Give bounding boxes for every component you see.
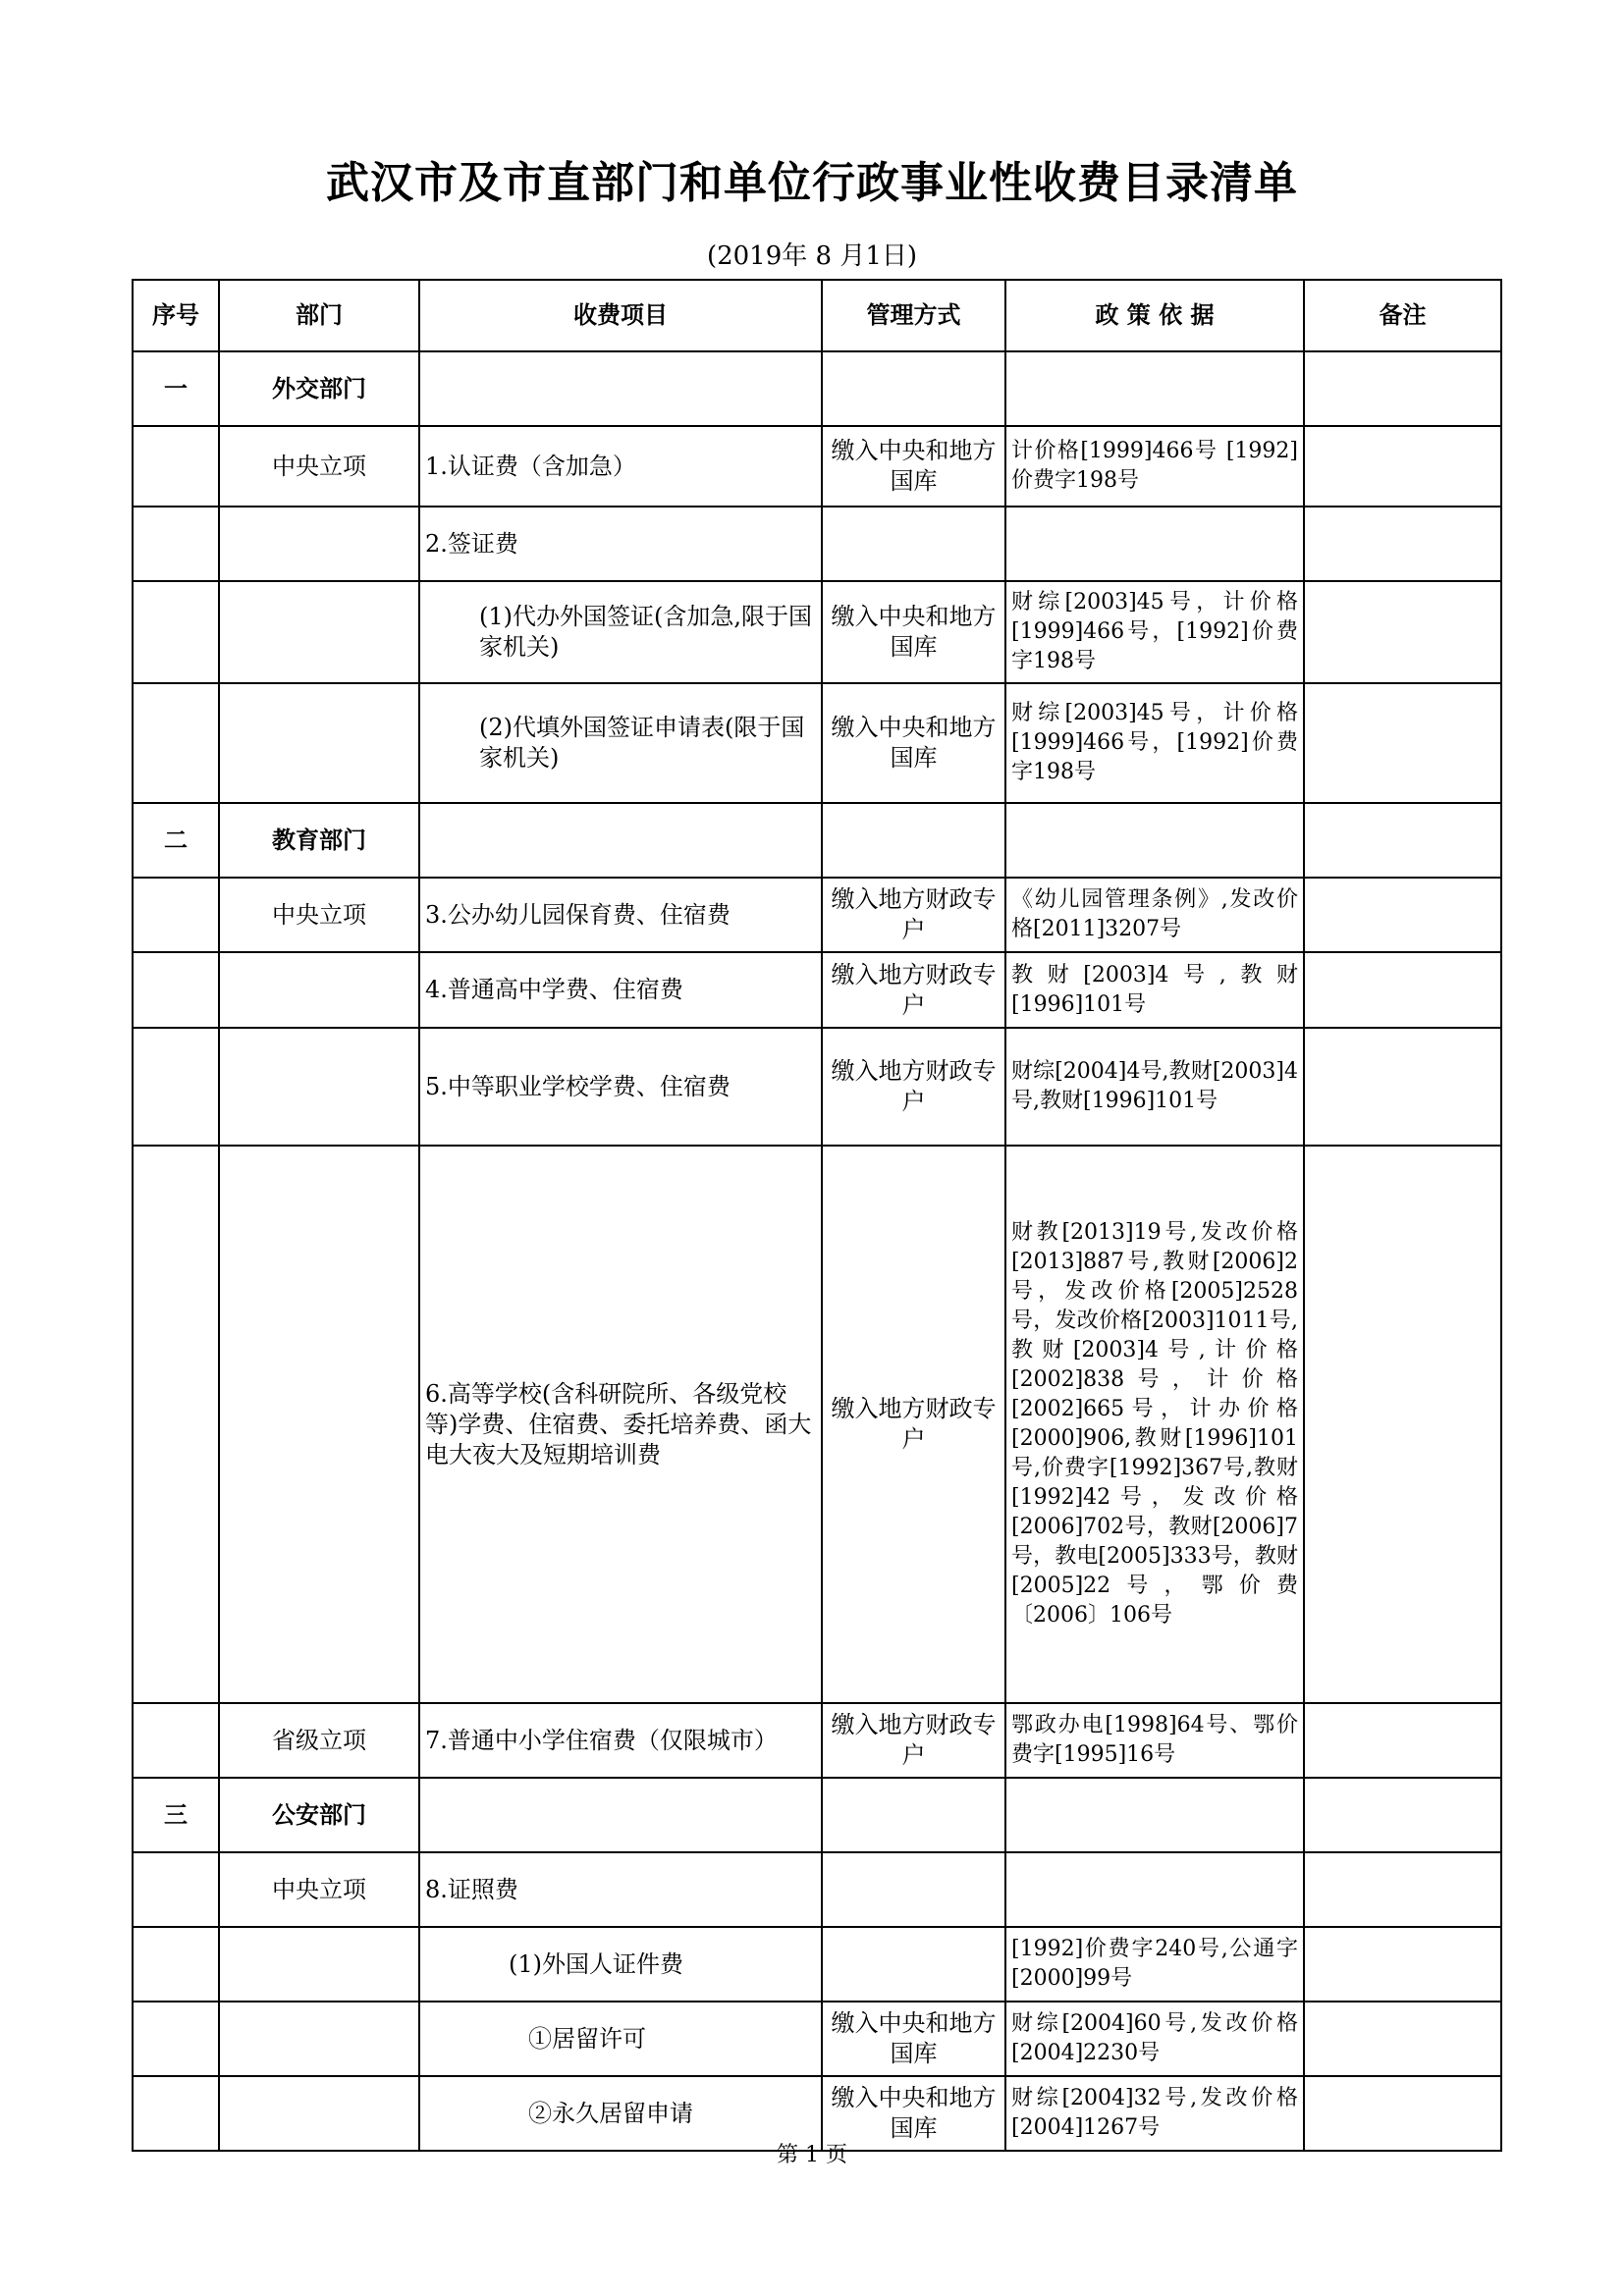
row-item: 2.签证费 [419,507,822,581]
row-mgmt: 缴入地方财政专户 [822,878,1005,952]
row-dept: 中央立项 [219,1852,419,1927]
fee-catalog-table [132,279,1502,2152]
row-dept [219,1028,419,1146]
row-dept: 中央立项 [219,878,419,952]
row-policy: [1992]价费字240号,公通字[2000]99号 [1005,1927,1304,2002]
row-item [419,803,822,878]
header-no: 序号 [133,280,219,351]
row-dept [219,581,419,683]
row-item: 7.普通中小学住宿费（仅限城市） [419,1703,822,1778]
table-row [133,1703,1501,1778]
row-mgmt: 缴入地方财政专户 [822,1028,1005,1146]
row-item: 3.公办幼儿园保育费、住宿费 [419,878,822,952]
row-no [133,1146,219,1703]
row-dept [219,952,419,1028]
table-row [133,803,1501,878]
document-date: (2019年 8 月1日) [706,241,918,271]
row-remark [1304,803,1501,878]
table-row [133,1778,1501,1852]
row-no [133,2002,219,2076]
row-remark [1304,1146,1501,1703]
row-policy [1005,351,1304,426]
row-remark [1304,581,1501,683]
row-no: 一 [133,351,219,426]
row-dept: 公安部门 [219,1778,419,1852]
row-item: (1)外国人证件费 [419,1927,822,2002]
row-no [133,426,219,507]
row-mgmt [822,803,1005,878]
table-row [133,351,1501,426]
table-row [133,507,1501,581]
row-policy: 计价格[1999]466号 [1992]价费字198号 [1005,426,1304,507]
table-row [133,952,1501,1028]
row-no [133,1703,219,1778]
page-title: 武汉市及市直部门和单位行政事业性收费目录清单 [326,158,1298,208]
table-row [133,1028,1501,1146]
row-policy: 教财[2003]4号,教财[1996]101号 [1005,952,1304,1028]
row-item: (2)代填外国签证申请表(限于国家机关) [419,683,822,803]
table-row [133,1852,1501,1927]
row-item: ②永久居留申请 [419,2076,822,2151]
header-remark: 备注 [1304,280,1501,351]
row-no [133,1028,219,1146]
row-remark [1304,2002,1501,2076]
row-policy: 财综[2004]32号,发改价格[2004]1267号 [1005,2076,1304,2151]
header-item: 收费项目 [419,280,822,351]
table-row [133,581,1501,683]
header-policy: 政 策 依 据 [1005,280,1304,351]
row-mgmt: 缴入中央和地方国库 [822,2076,1005,2151]
row-policy: 财教[2013]19号,发改价格[2013]887号,教财[2006]2号，发改价格[2005]2528号，发改价格[2003]1011号,教财[2003]4号,计价格[2002]838号，计价格[2002]665号，计办价格[2000]906,教财[1996]101号,价费字[1992]367号,教财[1992]42号，发改价格[2006]702号，教财[2006]7号，教电[2005]333号，教财[2005]22号，鄂价费〔2006〕106号 [1005,1146,1304,1703]
row-policy [1005,803,1304,878]
row-mgmt [822,1778,1005,1852]
row-dept: 教育部门 [219,803,419,878]
row-no [133,878,219,952]
row-mgmt [822,507,1005,581]
header-mgmt: 管理方式 [822,280,1005,351]
row-mgmt [822,1927,1005,2002]
row-no [133,1852,219,1927]
row-dept [219,2002,419,2076]
row-item: 6.高等学校(含科研院所、各级党校等)学费、住宿费、委托培养费、函大电大夜大及短期培训费 [419,1146,822,1703]
row-dept: 省级立项 [219,1703,419,1778]
row-dept [219,1146,419,1703]
row-no [133,581,219,683]
row-remark [1304,878,1501,952]
row-policy [1005,1778,1304,1852]
row-mgmt: 缴入中央和地方国库 [822,426,1005,507]
row-item [419,1778,822,1852]
row-remark [1304,1028,1501,1146]
row-remark [1304,507,1501,581]
table-row [133,683,1501,803]
row-dept [219,507,419,581]
row-no [133,683,219,803]
page-number: 第 1 页 [777,2143,847,2167]
row-dept: 外交部门 [219,351,419,426]
row-item: 4.普通高中学费、住宿费 [419,952,822,1028]
row-no [133,1927,219,2002]
row-policy [1005,1852,1304,1927]
row-policy [1005,507,1304,581]
table-row [133,1146,1501,1703]
row-item: (1)代办外国签证(含加急,限于国家机关) [419,581,822,683]
row-mgmt: 缴入中央和地方国库 [822,581,1005,683]
row-remark [1304,1927,1501,2002]
row-item: 1.认证费（含加急） [419,426,822,507]
row-policy: 鄂政办电[1998]64号、鄂价费字[1995]16号 [1005,1703,1304,1778]
row-dept [219,683,419,803]
row-policy: 《幼儿园管理条例》,发改价格[2011]3207号 [1005,878,1304,952]
row-dept [219,1927,419,2002]
row-remark [1304,1778,1501,1852]
row-no: 二 [133,803,219,878]
row-mgmt [822,1852,1005,1927]
row-dept: 中央立项 [219,426,419,507]
table-row [133,2002,1501,2076]
row-no [133,507,219,581]
row-policy: 财综[2003]45号，计价格[1999]466号，[1992]价费字198号 [1005,581,1304,683]
table-row [133,426,1501,507]
row-policy: 财综[2004]4号,教财[2003]4号,教财[1996]101号 [1005,1028,1304,1146]
header-dept: 部门 [219,280,419,351]
row-remark [1304,351,1501,426]
row-remark [1304,952,1501,1028]
row-remark [1304,426,1501,507]
row-item [419,351,822,426]
table-row [133,1927,1501,2002]
row-remark [1304,1703,1501,1778]
row-mgmt [822,351,1005,426]
row-item: ①居留许可 [419,2002,822,2076]
row-item: 5.中等职业学校学费、住宿费 [419,1028,822,1146]
row-policy: 财综[2004]60号,发改价格[2004]2230号 [1005,2002,1304,2076]
row-mgmt: 缴入地方财政专户 [822,952,1005,1028]
row-no [133,952,219,1028]
row-no: 三 [133,1778,219,1852]
row-policy: 财综[2003]45号，计价格[1999]466号，[1992]价费字198号 [1005,683,1304,803]
row-item: 8.证照费 [419,1852,822,1927]
table-header-row [133,280,1501,351]
row-remark [1304,683,1501,803]
row-remark [1304,1852,1501,1927]
row-mgmt: 缴入中央和地方国库 [822,683,1005,803]
row-mgmt: 缴入中央和地方国库 [822,2002,1005,2076]
table-row [133,878,1501,952]
row-mgmt: 缴入地方财政专户 [822,1703,1005,1778]
row-mgmt: 缴入地方财政专户 [822,1146,1005,1703]
